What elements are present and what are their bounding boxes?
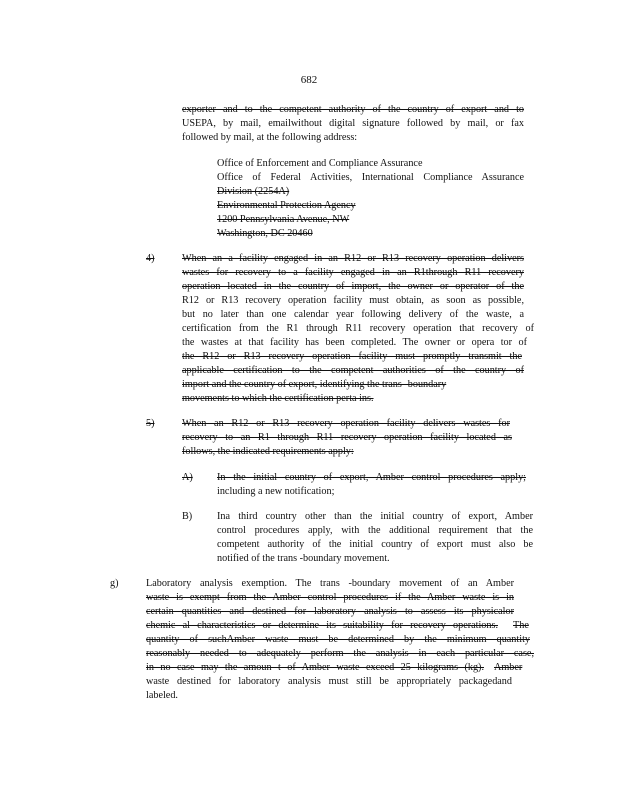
item-label: 5) <box>146 418 155 429</box>
address-line: Office of Federal Activities, International Compliance Assurance <box>217 172 524 183</box>
page-number: 682 <box>300 74 318 86</box>
text-line: When an a facility engaged in an R12 or R13 recovery operation delivers <box>182 253 524 264</box>
text-line: the wastes at that facility has been completed. The owner or opera tor of <box>182 337 527 348</box>
text-line: movements to which the certification perta ins. <box>182 393 374 404</box>
text-line-tail: The <box>513 620 529 631</box>
text-line: applicable certification to the competent authorities of the country of <box>182 365 524 376</box>
text-line: recovery to an R1 through R11 recovery operation facility located as <box>182 432 512 443</box>
address-line: Environmental Protection Agency <box>217 200 356 211</box>
text-line: operation located in the country of import, the owner or operator of the <box>182 281 524 292</box>
text-line: in no case may the amoun t of Amber waste exceed 25 kilograms (kg). <box>146 662 484 673</box>
subitem-label: A) <box>182 472 193 483</box>
text-line: followed by mail, at the following address: <box>182 132 358 143</box>
text-line: wastes for recovery to a facility engaged in an R1through R11 recovery <box>182 267 524 278</box>
text-line: but no later than one calendar year following delivery of the waste, a <box>182 309 524 320</box>
text-line: Laboratory analysis exemption. The trans -boundary movement of an Amber <box>146 578 514 589</box>
text-line: labeled. <box>146 690 178 701</box>
text-line: quantity of suchAmber waste must be determined by the minimum quantity <box>146 634 530 645</box>
text-line: notified of the trans -boundary movement. <box>217 553 390 564</box>
item-label: 4) <box>146 253 155 264</box>
address-line: Office of Enforcement and Compliance Assurance <box>217 158 423 169</box>
text-line: When an R12 or R13 recovery operation facility delivers wastes for <box>182 418 510 429</box>
text-line: Ina third country other than the initial country of export, Amber <box>217 511 533 522</box>
address-line: Washington, DC 20460 <box>217 228 313 239</box>
text-line: import and the country of export, identifying the trans -boundary <box>182 379 447 390</box>
text-line: including a new notification; <box>217 486 335 497</box>
text-line-tail: Amber <box>494 662 523 673</box>
text-line: chemic al characteristics or determine its suitability for recovery operations. <box>146 620 498 631</box>
text-line: competent authority of the initial country of export must also be <box>217 539 533 550</box>
address-line: 1200 Pennsylvania Avenue, NW <box>217 214 350 225</box>
text-line: control procedures apply, with the additional requirement that the <box>217 525 533 536</box>
text-line: exporter and to the competent authority of the country of export and to <box>182 104 524 115</box>
text-line: certification from the R1 through R11 recovery operation that recovery of <box>182 323 534 334</box>
text-line: waste is exempt from the Amber control procedures if the Amber waste is in <box>146 592 514 603</box>
text-line: follows, the indicated requirements apply: <box>182 446 354 457</box>
item-label: g) <box>110 578 119 589</box>
text-line: waste destined for laboratory analysis must still be appropriately packagedand <box>146 676 512 687</box>
text-line: reasonably needed to adequately perform the analysis in each particular case, <box>146 648 534 659</box>
text-line: the R12 or R13 recovery operation facility must promptly transmit the <box>182 351 522 362</box>
text-line: USEPA, by mail, emailwithout digital signature followed by mail, or fax <box>182 118 524 129</box>
subitem-label: B) <box>182 511 193 522</box>
text-line: certain quantities and destined for laboratory analysis to assess its physicalor <box>146 606 514 617</box>
text-line: R12 or R13 recovery operation facility must obtain, as soon as possible, <box>182 295 524 306</box>
address-line: Division (2254A) <box>217 186 290 197</box>
text-line: In the initial country of export, Amber control procedures apply; <box>217 472 526 483</box>
